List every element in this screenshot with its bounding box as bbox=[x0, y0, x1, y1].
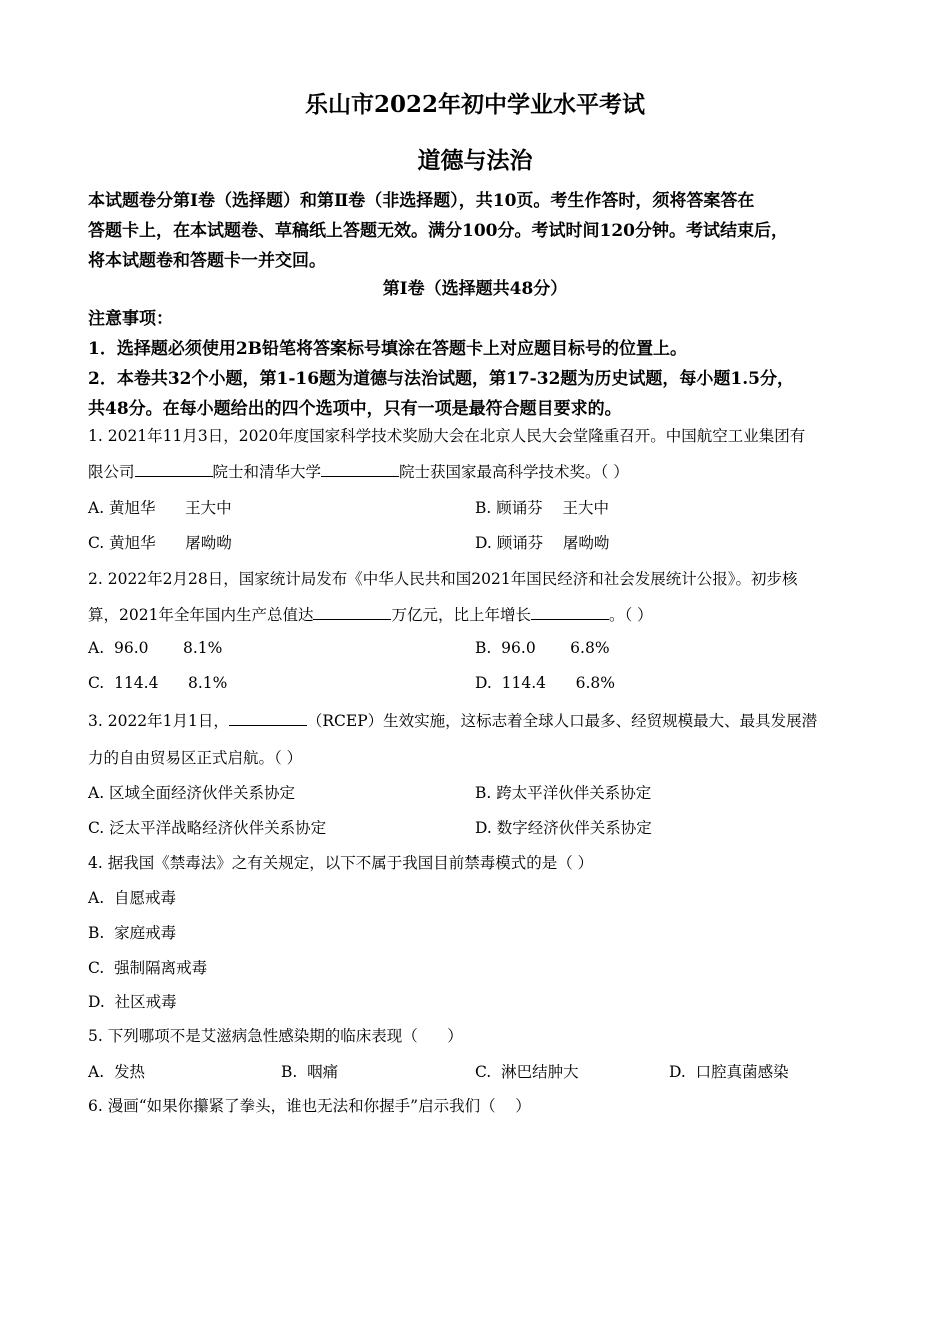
subject-title: 道德与法治 bbox=[417, 147, 533, 174]
question-3-stem-part-a: 3. 2022年1月1日， bbox=[88, 712, 229, 730]
question-1-stem-line-2 bbox=[88, 460, 629, 482]
intro-line-1: 本试题卷分第Ⅰ卷（选择题）和第Ⅱ卷（非选择题），共10页。考生作答时，须将答案答在 bbox=[88, 191, 755, 211]
answer-blank bbox=[321, 462, 399, 477]
question-3-stem-line-1 bbox=[88, 709, 817, 731]
question-5-option-d: D. 口腔真菌感染 bbox=[669, 1063, 789, 1081]
question-1-stem-part-b: 院士和清华大学 bbox=[212, 463, 322, 481]
question-3-option-c: C. 泛太平洋战略经济伙伴关系协定 bbox=[88, 819, 327, 837]
note-2: 2．本卷共32个小题，第1-16题为道德与法治试题，第17-32题为历史试题，每小题1.5分， bbox=[88, 369, 794, 389]
question-1-option-d: D. 顾诵芬 屠呦呦 bbox=[475, 534, 610, 552]
question-1-option-c: C. 黄旭华 屠呦呦 bbox=[88, 534, 232, 552]
question-2-stem-part-c: 。（ ） bbox=[608, 606, 653, 624]
intro-line-3: 将本试题卷和答题卡一并交回。 bbox=[88, 251, 326, 271]
question-4-option-d: D. 社区戒毒 bbox=[88, 993, 177, 1011]
question-2-stem-part-a: 算，2021年全年国内生产总值达 bbox=[88, 606, 314, 624]
answer-blank bbox=[229, 711, 307, 726]
question-1-stem-part-c: 院士获国家最高科学技术奖。（ ） bbox=[399, 463, 629, 481]
answer-blank bbox=[531, 605, 609, 620]
question-6-stem: 6. 漫画“如果你攥紧了拳头，谁也无法和你握手”启示我们（ ） bbox=[88, 1097, 531, 1115]
question-2-stem-line-2 bbox=[88, 603, 653, 625]
question-2-option-b: B. 96.0 6.8% bbox=[475, 639, 610, 657]
answer-blank bbox=[135, 462, 213, 477]
question-4-option-a: A. 自愿戒毒 bbox=[88, 889, 176, 907]
note-3: 共48分。在每小题给出的四个选项中，只有一项是最符合题目要求的。 bbox=[88, 399, 622, 419]
question-2-stem-part-b: 万亿元，比上年增长 bbox=[391, 606, 531, 624]
exam-title: 乐山市2022年初中学业水平考试 bbox=[304, 91, 645, 118]
question-2-option-d: D. 114.4 6.8% bbox=[475, 674, 615, 692]
question-1-option-b: B. 顾诵芬 王大中 bbox=[475, 499, 609, 517]
question-1-stem-part-a: 限公司 bbox=[88, 463, 135, 481]
question-4-option-c: C. 强制隔离戒毒 bbox=[88, 959, 208, 977]
question-5-option-b: B. 咽痛 bbox=[281, 1063, 339, 1081]
question-5-stem: 5. 下列哪项不是艾滋病急性感染期的临床表现（ ） bbox=[88, 1027, 463, 1045]
section-title: 第Ⅰ卷（选择题共48分） bbox=[382, 279, 568, 299]
question-3-option-d: D. 数字经济伙伴关系协定 bbox=[475, 819, 652, 837]
question-4-option-b: B. 家庭戒毒 bbox=[88, 924, 177, 942]
question-2-option-c: C. 114.4 8.1% bbox=[88, 674, 228, 692]
question-4-stem: 4. 据我国《禁毒法》之有关规定，以下不属于我国目前禁毒模式的是（ ） bbox=[88, 854, 594, 872]
question-3-option-b: B. 跨太平洋伙伴关系协定 bbox=[475, 784, 652, 802]
notes-heading: 注意事项： bbox=[88, 309, 173, 329]
question-5-option-c: C. 淋巴结肿大 bbox=[475, 1063, 579, 1081]
question-2-stem-line-1: 2. 2022年2月28日，国家统计局发布《中华人民共和国2021年国民经济和社会发展统计公报》。初步核 bbox=[88, 570, 798, 588]
question-1-stem-line-1: 1. 2021年11月3日，2020年度国家科学技术奖励大会在北京人民大会堂隆重召开。中国航空工业集团有 bbox=[88, 427, 806, 445]
question-2-option-a: A. 96.0 8.1% bbox=[88, 639, 223, 657]
note-1: 1．选择题必须使用2B铅笔将答案标号填涂在答题卡上对应题目标号的位置上。 bbox=[88, 339, 688, 359]
question-3-option-a: A. 区域全面经济伙伴关系协定 bbox=[88, 784, 296, 802]
question-3-stem-line-2: 力的自由贸易区正式启航。（ ） bbox=[88, 749, 303, 767]
question-5-option-a: A. 发热 bbox=[88, 1063, 145, 1081]
question-3-stem-part-b: （RCEP）生效实施，这标志着全球人口最多、经贸规模最大、最具发展潜 bbox=[306, 712, 818, 730]
question-1-option-a: A. 黄旭华 王大中 bbox=[88, 499, 232, 517]
answer-blank bbox=[313, 605, 391, 620]
intro-line-2: 答题卡上，在本试题卷、草稿纸上答题无效。满分100分。考试时间120分钟。考试结束后， bbox=[88, 221, 788, 241]
